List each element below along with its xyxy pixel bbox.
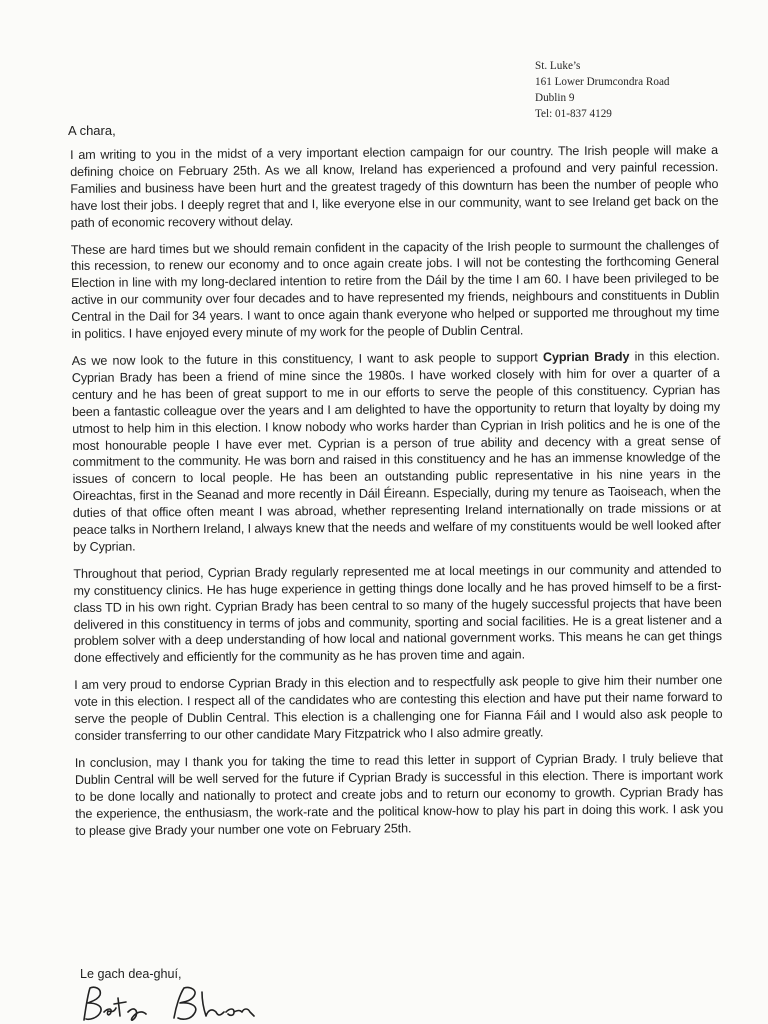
- paragraph-3-rest: in this election. Cyprian Brady has been a friend of mine since the 1980s. I have worked closely with him for over a quarter of a century and he has been of great support to me in our efforts to serve the people of this constituency. Cyprian has been a fantastic colleague over the years and I am delighted to have the opportunity to return that loyalty by doing my utmost to help him in this election. I know nobody who works harder than Cyprian in Irish politics and he is one of the most honourable people I have ever met. Cyprian is a person of true ability and decency with a great sense of commitment to the community. He was born and raised in this constituency and he has an immense knowledge of the issues of concern to local people. He has been an outstanding public representative in his nine years in the Oireachtas, first in the Seanad and more recently in Dáil Éireann. Especially, during my tenure as Taoiseach, when the duties of that office often meant I was abroad, whether representing Ireland internationally on trade missions or at peace talks in Northern Ireland, I always knew that the needs and welfare of my constituents would be well looked after by Cyprian.: [71, 348, 722, 554]
- salutation: A chara,: [68, 123, 116, 138]
- address-phone: Tel: 01-837 4129: [535, 108, 612, 120]
- closing-line: Le gach dea-ghuí,: [80, 967, 182, 981]
- candidate-name-bold: Cyprian Brady: [542, 349, 630, 365]
- paragraph-3-lead: As we now look to the future in this constituency, I want to ask people to support: [71, 350, 544, 368]
- letter-body: [70, 142, 723, 850]
- paragraph-3: [72, 348, 722, 556]
- paragraph-2: These are hard times but we should remain confident in the capacity of the Irish people to surmount the challenges of this recession, to renew our economy and to once again create jobs. I will not be contesting the forthcoming General Election in line with my long-declared intention to retire from the Dáil by the time I am 60. I have been privileged to be active in our community over four decades and to have represented my friends, neighbours and constituents in Dublin Central in the Dail for 34 years. I want to once again thank everyone who helped or supported me throughout my time in politics. I have enjoyed every minute of my work for the people of Dublin Central.: [70, 237, 720, 342]
- handwritten-signature: [78, 982, 278, 1024]
- paragraph-5: I am very proud to endorse Cyprian Brady in this election and to respectfully ask people to give him their number one vote in this election. I respect all of the candidates who are contesting this election and have put their name forward to serve the people of Dublin Central. This election is a challenging one for Fianna Fáil and I would also ask people to consider transferring to our other candidate Mary Fitzpatrick who I also admire greatly.: [74, 673, 723, 743]
- paragraph-1: I am writing to you in the midst of a very important election campaign for our country. The Irish people will make a defining choice on February 25th. As we all know, Ireland has experienced a profound and very painful recession. Families and business have been hurt and the greatest tragedy of this downturn has been the number of people who have lost their jobs. I deeply regret that and I, like everyone else in our community, want to see Ireland get back on the path of economic recovery without delay.: [70, 142, 719, 230]
- paragraph-6: In conclusion, may I thank you for taking the time to read this letter in support of Cyprian Brady. I truly believe that Dublin Central will be well served for the future if Cyprian Brady is successful in this election. There is important work to be done locally and nationally to protect and create jobs and to return our economy to growth. Cyprian Brady has the experience, the enthusiasm, the work-rate and the political know-how to play his part in doing this work. I ask you to please give Brady your number one vote on February 25th.: [74, 750, 724, 838]
- address-line-3: Dublin 9: [535, 92, 575, 104]
- address-line-1: St. Luke’s: [535, 60, 581, 72]
- paragraph-4: Throughout that period, Cyprian Brady regularly represented me at local meetings in our community and attended to my constituency clinics. He has huge experience in getting things done locally and he has proved himself to be a first-class TD in his own right. Cyprian Brady has been central to so many of the hugely successful projects that have been delivered in this constituency in terms of jobs and community, sporting and social facilities. He is a great listener and a problem solver with a deep understanding of how local and national government works. This means he can get things done effectively and efficiently for the community as he has proven time and again.: [73, 561, 722, 666]
- address-line-2: 161 Lower Drumcondra Road: [535, 76, 670, 88]
- sender-address: [535, 58, 670, 122]
